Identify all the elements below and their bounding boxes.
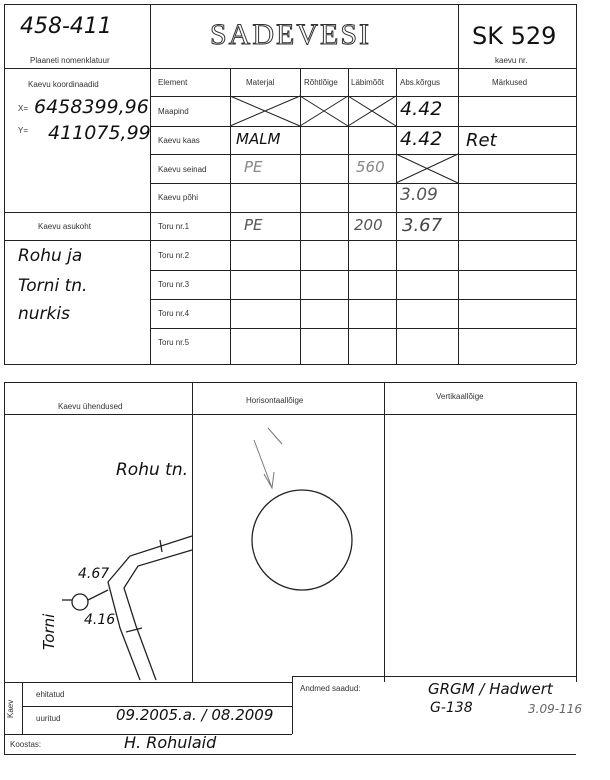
col-diameter: Läbimõõt: [351, 78, 384, 87]
cell-notes: Ret: [466, 130, 497, 151]
col-elevation: Abs.kõrgus: [400, 78, 441, 87]
vertical-caption: Vertikaallõige: [436, 392, 484, 401]
row-label: Toru nr.4: [158, 309, 190, 318]
surveyed-value: 09.2005.a. / 08.2009: [116, 706, 274, 724]
x-value: 6458399,96: [34, 96, 149, 118]
sheet-number: 458-411: [20, 14, 112, 39]
connections-caption: Kaevu ühendused: [58, 402, 123, 411]
coords-caption: Kaevu koordinaadid: [28, 80, 99, 89]
y-label: Y=: [18, 126, 29, 135]
col-material: Materjal: [246, 78, 275, 87]
cell-material: PE: [244, 216, 263, 234]
col-notes: Märkused: [492, 78, 528, 87]
cell-diameter: 560: [356, 158, 385, 176]
col-element: Element: [158, 78, 188, 87]
data-source-code: G-138: [430, 700, 473, 716]
location-caption: Kaevu asukoht: [38, 222, 91, 231]
row-label: Toru nr.3: [158, 280, 190, 289]
location-line-1: Rohu ja: [18, 246, 83, 266]
horizontal-caption: Horisontaallõige: [246, 396, 304, 405]
data-source-date: 3.09-116: [528, 702, 582, 716]
row-label: Kaevu põhi: [158, 193, 199, 202]
x-label: X=: [18, 104, 29, 113]
cell-elevation: 4.42: [400, 128, 443, 150]
row-label: Kaevu kaas: [158, 136, 200, 145]
cell-elevation: 3.09: [400, 185, 438, 205]
well-id: SK 529: [472, 22, 557, 50]
row-label: Kaevu seinad: [158, 165, 207, 174]
cell-elevation: 3.67: [402, 215, 443, 236]
built-label: ehitatud: [36, 690, 65, 699]
elevation-top: 4.67: [78, 566, 110, 582]
well-caption: kaevu nr.: [495, 56, 528, 65]
author-label: Koostas:: [10, 740, 42, 749]
cell-diameter: 200: [354, 216, 383, 234]
cell-material: MALM: [236, 130, 281, 148]
col-section: Rõhtlõige: [304, 78, 338, 87]
manhole-section: [252, 490, 352, 590]
street-label: Rohu tn.: [116, 460, 189, 480]
surveyed-label: uuritud: [36, 714, 61, 723]
row-label: Toru nr.2: [158, 251, 190, 260]
cell-material: PE: [244, 158, 263, 176]
street-label-2: Torni: [40, 613, 58, 650]
well-side-label: Kaev: [6, 699, 15, 718]
cell-elevation: 4.42: [400, 98, 443, 120]
sheet-caption: Plaaneti nomenklatuur: [30, 56, 110, 65]
row-label: Toru nr.5: [158, 338, 190, 347]
elevation-bottom: 4.16: [84, 612, 116, 628]
y-value: 411075,99: [48, 122, 151, 144]
location-line-3: nurkis: [18, 304, 70, 324]
location-line-2: Torni tn.: [18, 276, 88, 296]
arrow-icon: [254, 428, 282, 488]
row-label: Toru nr.1: [158, 222, 190, 231]
author-value: H. Rohulaid: [124, 733, 217, 752]
row-label: Maapind: [158, 107, 189, 116]
data-source-label: Andmed saadud:: [300, 684, 361, 693]
page-title: SADEVESI: [210, 18, 372, 51]
data-source-value: GRGM / Hadwert: [428, 680, 553, 698]
